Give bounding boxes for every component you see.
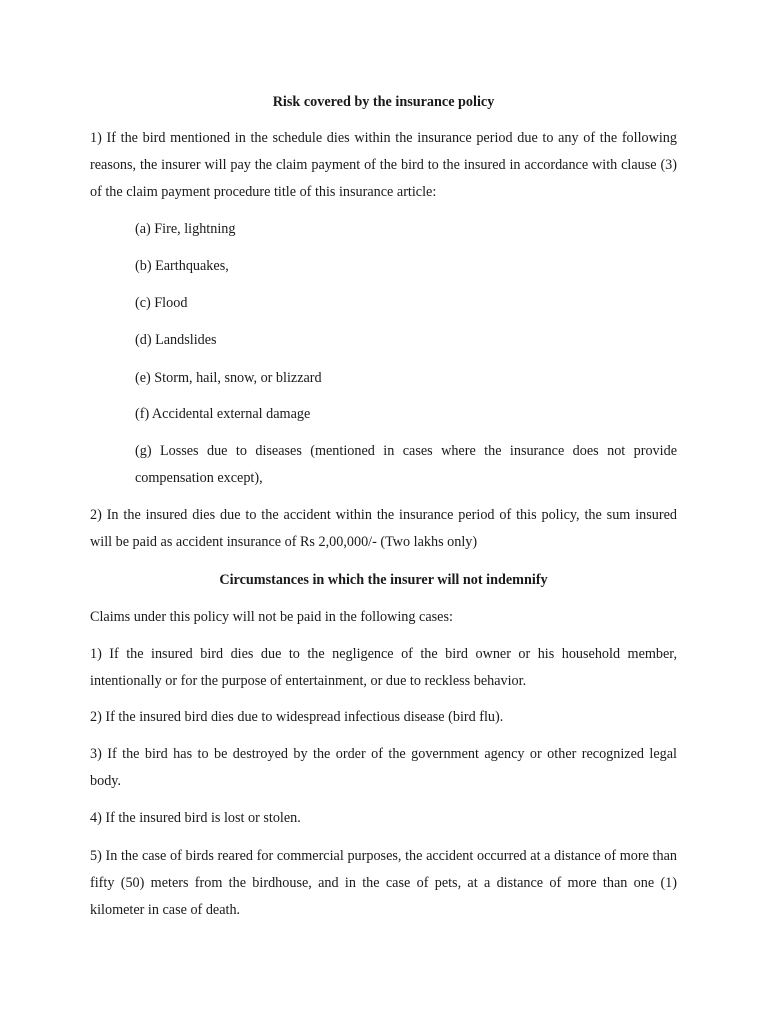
risk-item-d: (d) Landslides — [135, 332, 217, 348]
exclusion-item-4: 4) If the insured bird is lost or stolen. — [90, 810, 301, 826]
exclusions-intro: Claims under this policy will not be paid in the following cases: — [90, 609, 453, 625]
heading-risk-covered: Risk covered by the insurance policy — [272, 94, 495, 110]
risk-item-g: (g) Losses due to diseases (mentioned in cases where the insurance does not provide compensation except), — [135, 443, 677, 486]
risk-item-f: (f) Accidental external damage — [135, 406, 311, 422]
exclusion-item-5: 5) In the case of birds reared for commercial purposes, the accident occurred at a distance of more than fifty (50) meters from the birdhouse, and in the case of pets, at a distance of more than one (1) kilometer in case of death. — [90, 848, 677, 918]
heading-exclusions: Circumstances in which the insurer will not indemnify — [219, 572, 548, 588]
risk-clause-2: 2) In the insured dies due to the accident within the insurance period of this policy, the sum insured will be paid as accident insurance of Rs 2,00,000/- (Two lakhs only) — [90, 507, 677, 550]
risk-intro-paragraph: 1) If the bird mentioned in the schedule dies within the insurance period due to any of the following reasons, the insurer will pay the claim payment of the bird to the insured in accordance with clause (3) of the claim payment procedure title of this insurance article: — [90, 130, 677, 200]
exclusion-item-2: 2) If the insured bird dies due to widespread infectious disease (bird flu). — [90, 709, 504, 725]
exclusion-item-3: 3) If the bird has to be destroyed by the order of the government agency or other recognized legal body. — [90, 746, 677, 789]
risk-item-c: (c) Flood — [135, 295, 188, 311]
risk-item-e: (e) Storm, hail, snow, or blizzard — [135, 370, 322, 386]
risk-item-a: (a) Fire, lightning — [135, 221, 236, 237]
exclusion-item-1: 1) If the insured bird dies due to the negligence of the bird owner or his household member, intentionally or for the purpose of entertainment, or due to reckless behavior. — [90, 646, 677, 689]
risk-item-b: (b) Earthquakes, — [135, 258, 229, 274]
